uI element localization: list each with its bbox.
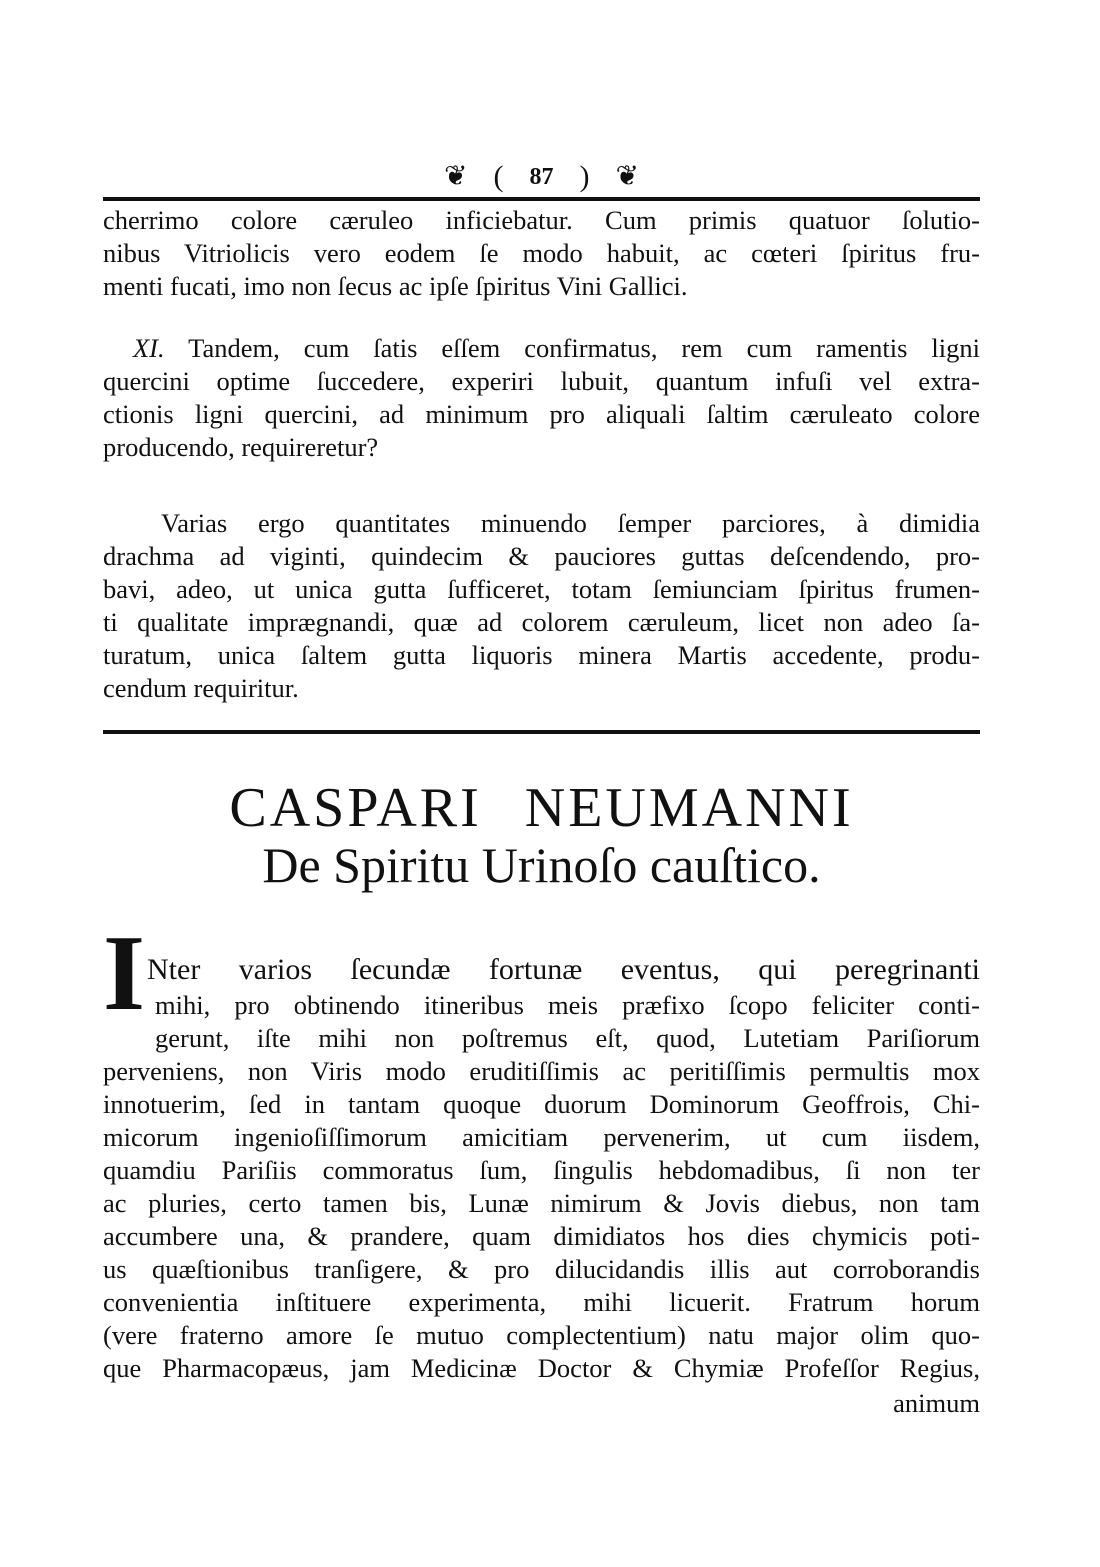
paren-close: )	[579, 160, 590, 193]
paren-open: (	[493, 160, 504, 193]
text-line: producendo, requireretur?	[103, 432, 379, 462]
text-line: ac pluries, certo tamen bis, Lunæ nimirum & Jovis diebus, non tam	[103, 1188, 980, 1218]
text-line: convenientia inſtituere experimenta, mihi licuerit. Fratrum horum	[103, 1287, 980, 1317]
text-line: cendum requiritur.	[103, 673, 299, 703]
text-line: cherrimo colore cæruleo inficiebatur. Cum primis quatuor ſolutio-	[103, 205, 980, 235]
header-rule	[103, 197, 980, 201]
chapter-author: CASPARI NEUMANNI	[229, 777, 854, 839]
text-line: Varias ergo quantitates minuendo ſemper parciores, à dimidia	[161, 508, 980, 538]
chapter-title: De Spiritu Urinoſo cauſtico.	[262, 837, 821, 893]
text-line: innotuerim, ſed in tantam quoque duorum Dominorum Geoffrois, Chi-	[103, 1089, 980, 1119]
text-span: Tandem, cum ſatis eſſem confirmatus, rem cum ramentis ligni	[164, 333, 980, 363]
text-line: (vere fraterno amore ſe mutuo complectentium) natu major olim quo-	[103, 1320, 980, 1350]
text-line: quamdiu Pariſiis commoratus ſum, ſingulis hebdomadibus, ſi non ter	[103, 1155, 980, 1185]
fleuron-icon: ❦	[615, 161, 639, 192]
text-line: turatum, unica ſaltem gutta liquoris minera Martis accedente, produ-	[103, 640, 980, 670]
text-line	[133, 335, 980, 362]
text-line: micorum ingenioſiſſimorum amicitiam pervenerim, ut cum iisdem,	[103, 1122, 980, 1152]
text-line: us quæſtionibus tranſigere, & pro dilucidandis illis aut corroborandis	[103, 1254, 980, 1284]
text-line: perveniens, non Viris modo eruditiſſimis ac peritiſſimis permultis mox	[103, 1056, 980, 1086]
text-line: accumbere una, & prandere, quam dimidiatos hos dies chymicis poti-	[103, 1221, 980, 1251]
section-rule	[103, 730, 980, 734]
drop-cap: I	[103, 914, 146, 1033]
text-line: Nter varios ſecundæ fortunæ eventus, qui peregrinanti	[147, 953, 980, 986]
text-line: que Pharmacopæus, jam Medicinæ Doctor & Chymiæ Profeſſor Regius,	[103, 1353, 980, 1383]
running-header	[103, 160, 980, 194]
text-line: quercini optime ſuccedere, experiri lubuit, quantum infuſi vel extra-	[103, 366, 980, 396]
fleuron-icon: ❦	[444, 161, 468, 192]
text-line: gerunt, iſte mihi non poſtremus eſt, quod, Lutetiam Pariſiorum	[155, 1023, 980, 1053]
text-line: mihi, pro obtinendo itineribus meis præfixo ſcopo feliciter conti-	[155, 990, 980, 1020]
text-line: nibus Vitriolicis vero eodem ſe modo habuit, ac cœteri ſpiritus fru-	[103, 238, 980, 268]
text-line: menti fucati, imo non ſecus ac ipſe ſpiritus Vini Gallici.	[103, 271, 688, 301]
section-numeral: XI.	[133, 333, 165, 363]
text-line: drachma ad viginti, quindecim & pauciores guttas deſcendendo, pro-	[103, 541, 980, 571]
text-line: bavi, adeo, ut unica gutta ſufficeret, totam ſemiunciam ſpiritus frumen-	[103, 574, 980, 604]
page-number: 87	[529, 163, 554, 190]
text-line: ctionis ligni quercini, ad minimum pro aliquali ſaltim cæruleato colore	[103, 399, 980, 429]
catchword: animum	[893, 1388, 980, 1418]
text-line: ti qualitate imprægnandi, quæ ad colorem cæruleum, licet non adeo ſa-	[103, 607, 980, 637]
